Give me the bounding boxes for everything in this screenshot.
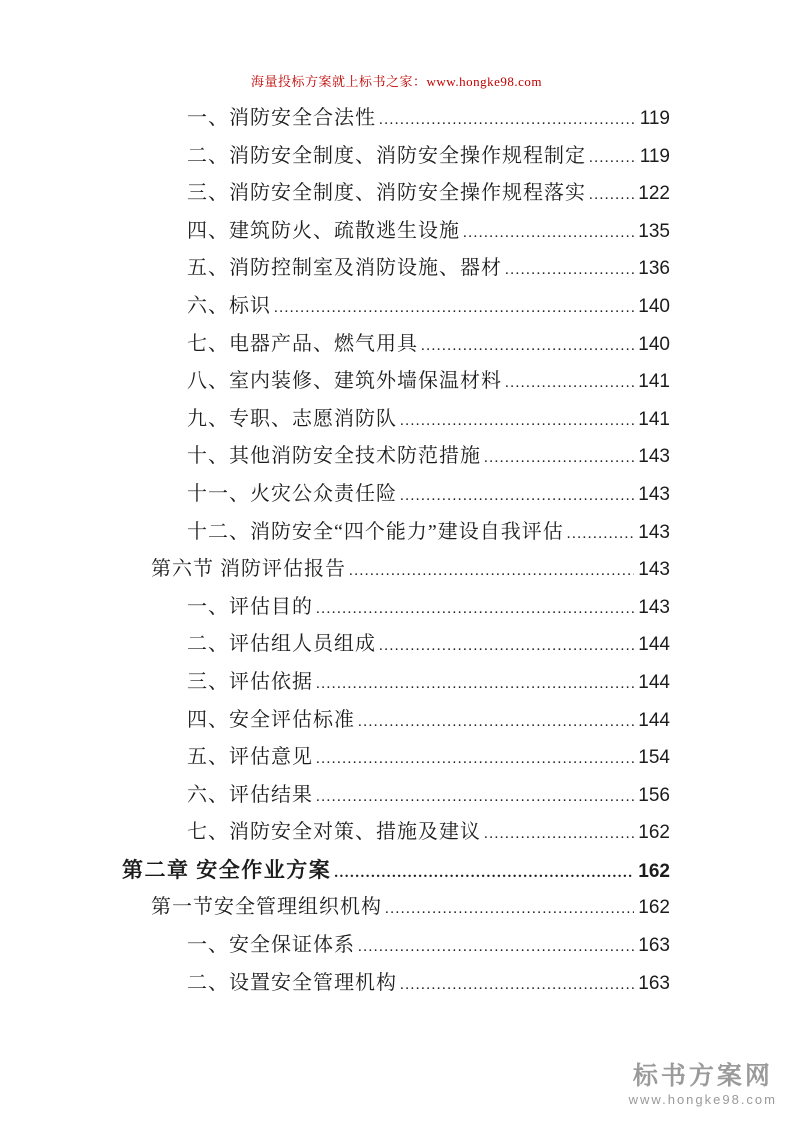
toc-entry-label: 六、评估结果 xyxy=(187,783,313,806)
toc-entry xyxy=(122,213,670,251)
dot-leader xyxy=(349,552,634,589)
dot-leader xyxy=(379,627,634,664)
toc-entry-label: 第六节 消防评估报告 xyxy=(151,558,346,581)
toc-entry-label: 十二、消防安全“四个能力”建设自我评估 xyxy=(187,520,564,543)
toc-entry-page: 163 xyxy=(638,935,670,957)
dot-leader xyxy=(358,928,634,965)
toc-entry-label: 第二章 安全作业方案 xyxy=(122,857,332,882)
toc-entry-label: 八、室内装修、建筑外墙保温材料 xyxy=(187,370,502,393)
dot-leader xyxy=(589,176,634,213)
toc-entry-page: 143 xyxy=(638,559,670,581)
toc-entry xyxy=(122,250,670,288)
toc-entry-label: 第一节安全管理组织机构 xyxy=(151,896,382,919)
dot-leader xyxy=(421,327,634,364)
dot-leader xyxy=(385,890,634,927)
toc-entry-label: 七、消防安全对策、措施及建议 xyxy=(187,821,481,844)
dot-leader xyxy=(505,364,634,401)
toc-entry-page: 162 xyxy=(638,860,670,882)
toc-entry-page: 163 xyxy=(638,972,670,994)
dot-leader xyxy=(334,854,634,890)
toc-entry xyxy=(122,288,670,326)
toc-entry-chapter xyxy=(122,852,670,890)
dot-leader xyxy=(274,289,634,326)
toc-entry-page: 140 xyxy=(638,295,670,317)
toc-entry-label: 五、消防控制室及消防设施、器材 xyxy=(187,257,502,280)
toc-entry-page: 135 xyxy=(638,220,670,242)
toc-entry xyxy=(122,626,670,664)
dot-leader xyxy=(400,966,634,1003)
toc-entry xyxy=(122,363,670,401)
toc-entry-page: 156 xyxy=(638,784,670,806)
toc-entry xyxy=(122,175,670,213)
toc-entry-page: 143 xyxy=(638,483,670,505)
dot-leader xyxy=(316,740,634,777)
toc-entry xyxy=(122,739,670,777)
toc-entry xyxy=(122,777,670,815)
toc-entry-label: 一、消防安全合法性 xyxy=(187,107,376,129)
watermark xyxy=(629,1060,777,1108)
dot-leader xyxy=(400,402,634,439)
dot-leader xyxy=(316,590,634,627)
dot-leader xyxy=(567,515,635,552)
toc-entry xyxy=(122,814,670,852)
toc-entry-page: 143 xyxy=(638,446,670,468)
dot-leader xyxy=(484,439,634,476)
toc-entry-page: 143 xyxy=(638,596,670,618)
watermark-url: www.hongke98.com xyxy=(628,1092,777,1107)
dot-leader xyxy=(400,477,634,514)
header-promo-text: 海量投标方案就上标书之家：www.hongke98.com xyxy=(251,74,542,89)
toc-entry-label: 四、建筑防火、疏散逃生设施 xyxy=(187,219,460,242)
dot-leader xyxy=(379,101,636,138)
toc-entry xyxy=(122,589,670,627)
toc-entry-label: 一、安全保证体系 xyxy=(187,934,355,957)
toc-entry xyxy=(122,889,670,927)
toc-entry xyxy=(122,476,670,514)
toc-entry xyxy=(122,702,670,740)
toc-entry-label: 五、评估意见 xyxy=(187,746,313,769)
toc-entry-page: 154 xyxy=(638,747,670,769)
toc-entry-page: 140 xyxy=(638,333,670,355)
dot-leader xyxy=(484,815,634,852)
dot-leader xyxy=(463,214,634,251)
dot-leader xyxy=(358,703,634,740)
toc-entry-label: 七、电器产品、燃气用具 xyxy=(187,332,418,355)
toc-entry-page: 122 xyxy=(638,183,670,205)
toc-entry-label: 四、安全评估标准 xyxy=(187,708,355,731)
dot-leader xyxy=(505,251,634,288)
toc-entry-label: 二、设置安全管理机构 xyxy=(187,971,397,994)
toc-entry-label: 三、消防安全制度、消防安全操作规程落实 xyxy=(187,182,586,205)
toc-entry-page: 162 xyxy=(638,897,670,919)
toc-entry-label: 六、标识 xyxy=(187,294,271,317)
toc-entry-label: 一、评估目的 xyxy=(187,595,313,618)
toc-entry xyxy=(122,927,670,965)
toc-entry xyxy=(122,100,670,138)
toc-entry-label: 二、消防安全制度、消防安全操作规程制定 xyxy=(187,144,586,167)
toc-entry xyxy=(122,138,670,176)
toc-entry-label: 二、评估组人员组成 xyxy=(187,633,376,656)
toc-entry-page: 136 xyxy=(638,258,670,280)
dot-leader xyxy=(316,665,634,702)
table-of-contents xyxy=(122,100,670,1002)
toc-entry-page: 119 xyxy=(639,145,670,167)
toc-entry xyxy=(122,438,670,476)
toc-entry-page: 144 xyxy=(638,671,670,693)
dot-leader xyxy=(589,139,636,176)
toc-entry-label: 十、其他消防安全技术防范措施 xyxy=(187,445,481,468)
toc-entry xyxy=(122,664,670,702)
dot-leader xyxy=(316,778,634,815)
toc-entry-page: 143 xyxy=(638,521,670,543)
toc-entry-label: 九、专职、志愿消防队 xyxy=(187,407,397,430)
toc-entry-label: 三、评估依据 xyxy=(187,670,313,693)
toc-entry xyxy=(122,326,670,364)
toc-entry xyxy=(122,965,670,1003)
toc-entry-label: 十一、火灾公众责任险 xyxy=(187,482,397,505)
toc-entry xyxy=(122,401,670,439)
toc-entry-page: 141 xyxy=(638,408,670,430)
toc-entry-page: 141 xyxy=(638,371,670,393)
toc-entry-page: 144 xyxy=(638,709,670,731)
toc-entry xyxy=(122,514,670,552)
toc-entry-page: 144 xyxy=(638,634,670,656)
watermark-logo-text: 标书方案网 xyxy=(632,1062,773,1090)
toc-entry xyxy=(122,551,670,589)
toc-entry-page: 162 xyxy=(638,822,670,844)
toc-entry-page: 119 xyxy=(639,108,670,129)
